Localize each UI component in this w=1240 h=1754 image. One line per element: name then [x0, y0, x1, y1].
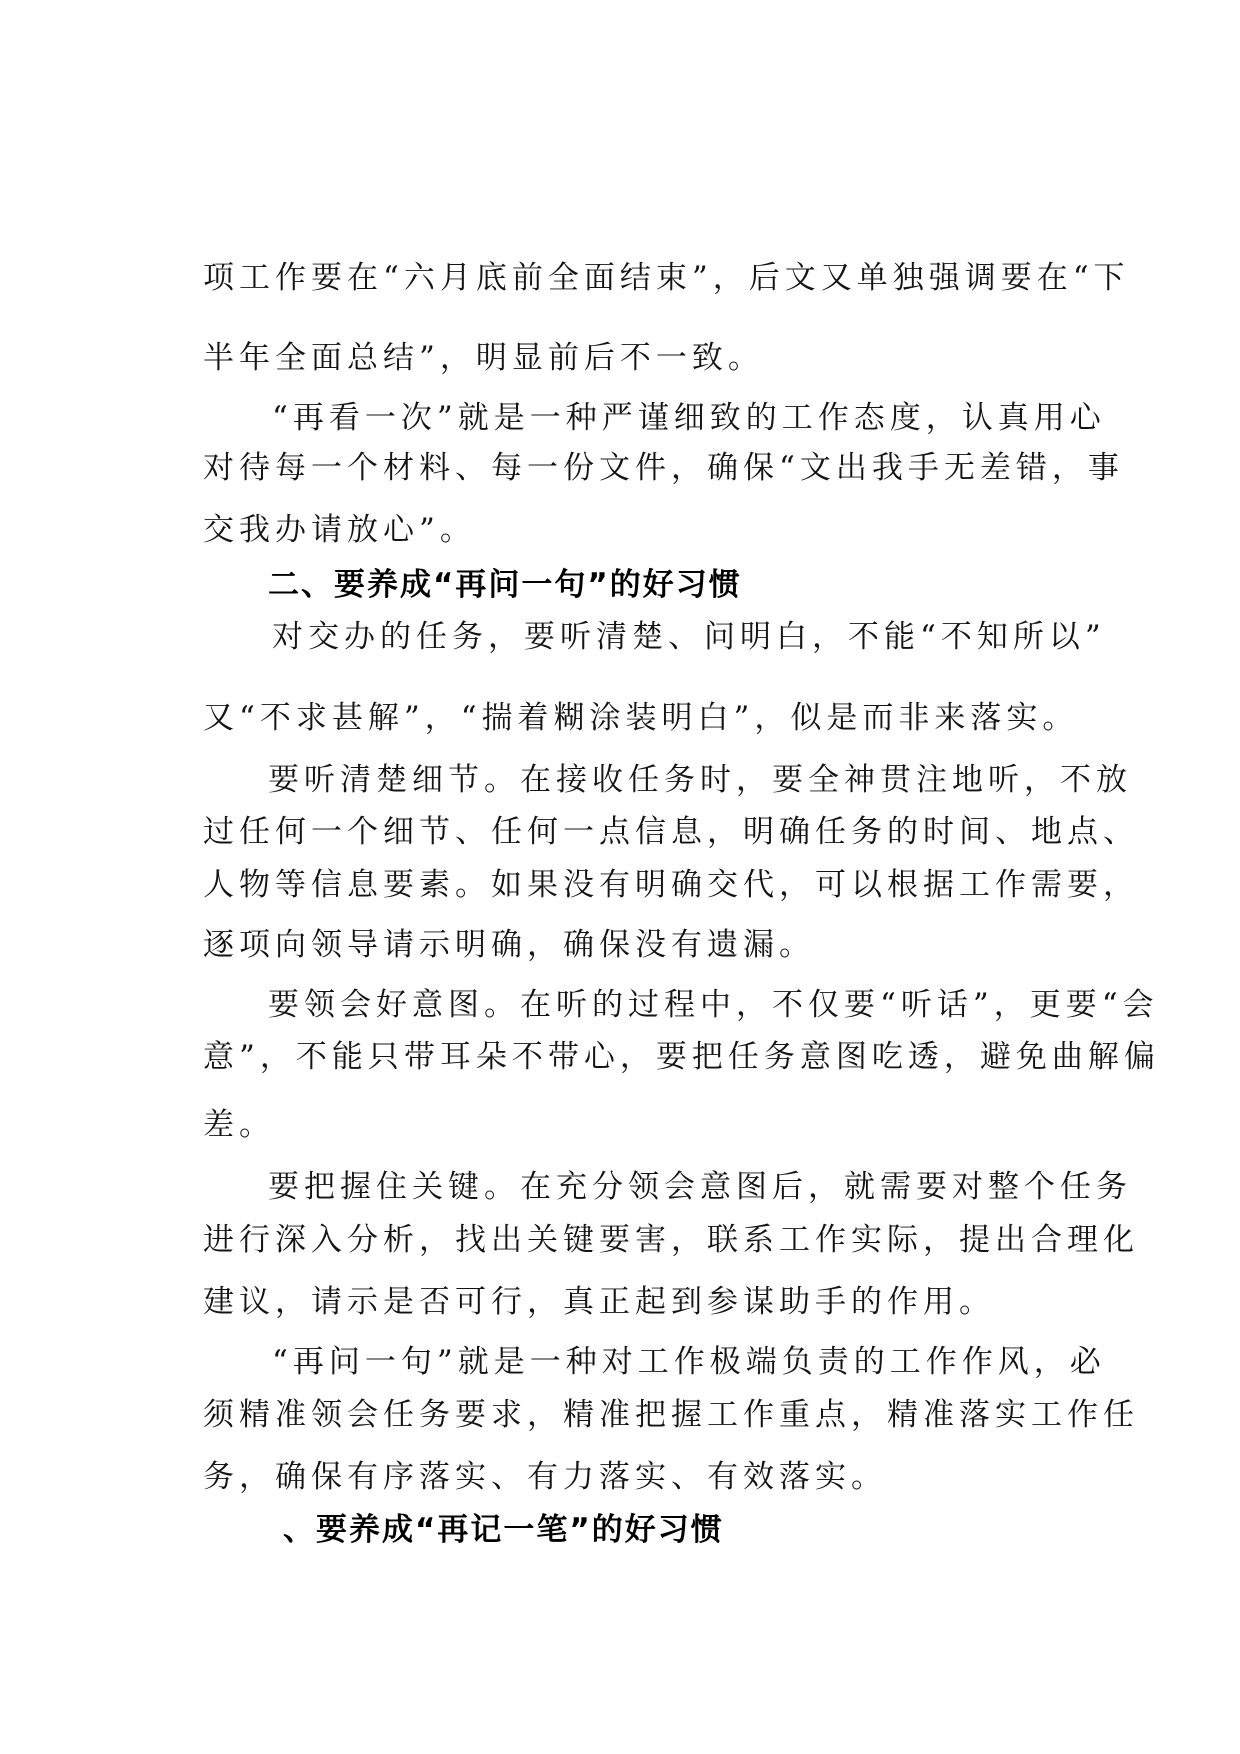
paragraph-line: 逐项向领导请示明确，确保没有遗漏。 [203, 927, 815, 963]
paragraph-line: 又“不求甚解”，“揣着糊涂装明白”，似是而非来落实。 [203, 700, 1079, 736]
paragraph-line: 差。 [203, 1107, 275, 1143]
paragraph-line: 交我办请放心”。 [203, 512, 476, 548]
paragraph-line: 要把握住关键。在充分领会意图后，就需要对整个任务 [268, 1169, 1132, 1205]
section-heading: 二、要养成“再问一句”的好习惯 [268, 567, 742, 603]
paragraph-line: 进行深入分析，找出关键要害，联系工作实际，提出合理化 [203, 1222, 1139, 1258]
paragraph-line: 过任何一个细节、任何一点信息，明确任务的时间、地点、 [203, 814, 1139, 850]
paragraph-line: 意”，不能只带耳朵不带心，要把任务意图吃透，避免曲解偏 [203, 1039, 1160, 1075]
paragraph-line: 务，确保有序落实、有力落实、有效落实。 [203, 1459, 887, 1495]
paragraph-line: 要听清楚细节。在接收任务时，要全神贯注地听，不放 [268, 762, 1132, 798]
paragraph-line: 要领会好意图。在听的过程中，不仅要“听话”，更要“会 [268, 987, 1159, 1023]
paragraph-line: 对待每一个材料、每一份文件，确保“文出我手无差错，事 [203, 450, 1124, 486]
paragraph-line: 半年全面总结”，明显前后不一致。 [203, 340, 764, 376]
paragraph-line: 对交办的任务，要听清楚、问明白，不能“不知所以” [272, 619, 1106, 655]
paragraph-line: 建议，请示是否可行，真正起到参谋助手的作用。 [203, 1284, 995, 1320]
paragraph-line: 项工作要在“六月底前全面结束”，后文又单独强调要在“下 [203, 260, 1130, 296]
paragraph-line: “再看一次”就是一种严谨细致的工作态度，认真用心 [272, 400, 1106, 436]
paragraph-line: 人物等信息要素。如果没有明确交代，可以根据工作需要， [203, 867, 1139, 903]
paragraph-line: “再问一句”就是一种对工作极端负责的工作作风，必 [272, 1344, 1106, 1380]
paragraph-line: 须精准领会任务要求，精准把握工作重点，精准落实工作任 [203, 1397, 1139, 1433]
section-heading: 、要养成“再记一笔”的好习惯 [283, 1512, 724, 1548]
